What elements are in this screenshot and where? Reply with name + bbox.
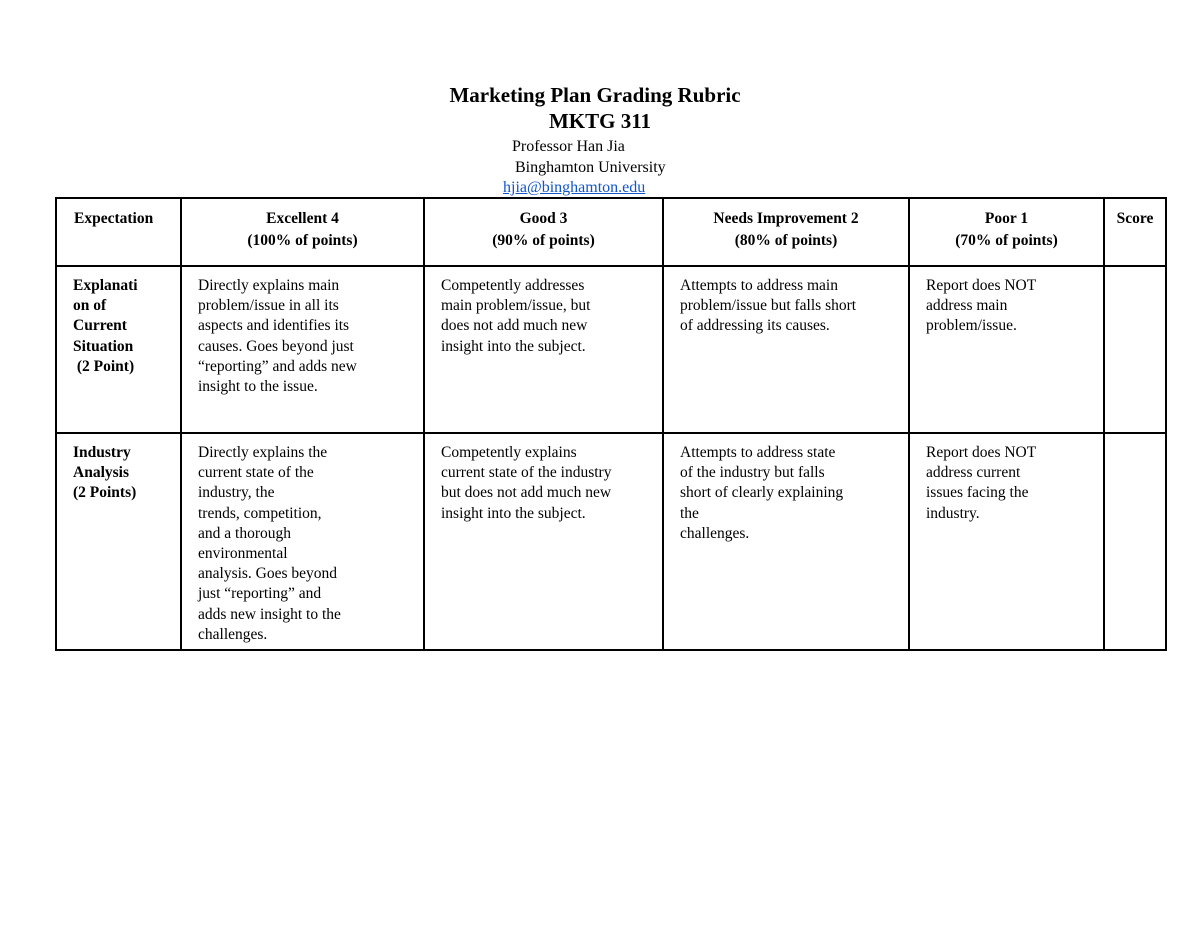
professor-name: Professor Han Jia [512,138,625,155]
cell-line: the [680,504,699,522]
cell-line: short of clearly explaining [680,484,844,502]
cell-line: Attempts to address main [680,277,838,294]
needs-improvement-cell [663,266,909,433]
cell-line: analysis. Goes beyond [198,565,338,583]
expectation-cell [56,433,181,650]
excellent-cell [181,266,424,433]
cell-line: Report does NOT [926,444,1037,461]
table-row [56,433,1166,650]
cell-line: issues facing the [926,484,1029,502]
cell-line: industry. [926,504,980,522]
header-good-sub: (90% of points) [492,232,595,249]
cell-line: insight into the subject. [441,337,586,355]
cell-line: on of [73,297,107,315]
cell-line: challenges. [680,524,750,542]
cell-line: Competently addresses [441,277,585,294]
header-poor [909,198,1104,266]
cell-line: Industry [73,444,131,461]
cell-line: adds new insight to the [198,605,341,623]
cell-line: main problem/issue, but [441,297,591,315]
good-cell [424,266,663,433]
header-needs-title: Needs Improvement 2 [713,210,859,227]
email-link[interactable]: hjia@binghamton.edu [503,179,646,196]
header-poor-sub: (70% of points) [955,232,1058,249]
cell-line: challenges. [198,625,268,643]
header-excellent-sub: (100% of points) [247,232,358,249]
table-row [56,266,1166,433]
cell-line: industry, the [198,484,275,502]
cell-line: “reporting” and adds new [198,357,357,375]
cell-line: trends, competition, [198,504,322,522]
header-poor-title: Poor 1 [984,210,1029,227]
cell-line: current state of the [198,464,314,482]
cell-line: Explanati [73,277,138,294]
cell-line: Current [73,317,127,335]
header-needs-sub: (80% of points) [734,232,838,249]
cell-line: address main [926,297,1008,315]
rubric-table [55,197,1167,651]
university-name: Binghamton University [515,159,666,176]
poor-cell [909,433,1104,650]
header-excellent-title: Excellent 4 [266,210,339,227]
cell-line: insight to the issue. [198,378,318,396]
cell-line: Situation [73,337,134,355]
cell-line: environmental [198,545,288,563]
cell-line: Analysis [73,464,129,482]
expectation-cell [56,266,181,433]
cell-line: Competently explains [441,444,577,461]
cell-line: and a thorough [198,524,291,542]
table-header-row [56,198,1166,266]
cell-line: Directly explains main [198,277,340,294]
cell-line: but does not add much new [441,484,612,502]
score-cell[interactable] [1104,266,1166,433]
document-header [0,82,1200,196]
cell-line: Directly explains the [198,444,328,461]
document-title: Marketing Plan Grading Rubric [449,83,741,107]
cell-line: Report does NOT [926,277,1037,294]
excellent-cell [181,433,424,650]
header-good-title: Good 3 [519,210,568,227]
cell-line: of the industry but falls [680,464,825,482]
cell-line: (2 Points) [73,484,137,502]
course-code: MKTG 311 [548,109,652,133]
cell-line: address current [926,464,1021,482]
header-expectation: Expectation [56,198,181,266]
cell-line: just “reporting” and [198,585,322,603]
score-cell[interactable] [1104,433,1166,650]
cell-line: does not add much new [441,317,588,335]
good-cell [424,433,663,650]
cell-line: of addressing its causes. [680,317,830,335]
cell-line: insight into the subject. [441,504,586,522]
cell-line: problem/issue but falls short [680,297,857,315]
cell-line: problem/issue in all its [198,297,339,315]
cell-line: causes. Goes beyond just [198,337,354,355]
cell-line: aspects and identifies its [198,317,350,335]
cell-line: Attempts to address state [680,444,836,461]
cell-line: problem/issue. [926,317,1017,335]
poor-cell [909,266,1104,433]
needs-improvement-cell [663,433,909,650]
header-score: Score [1104,198,1166,266]
header-needs-improvement [663,198,909,266]
cell-line: (2 Point) [73,357,135,375]
header-good [424,198,663,266]
header-excellent [181,198,424,266]
cell-line: current state of the industry [441,464,612,482]
